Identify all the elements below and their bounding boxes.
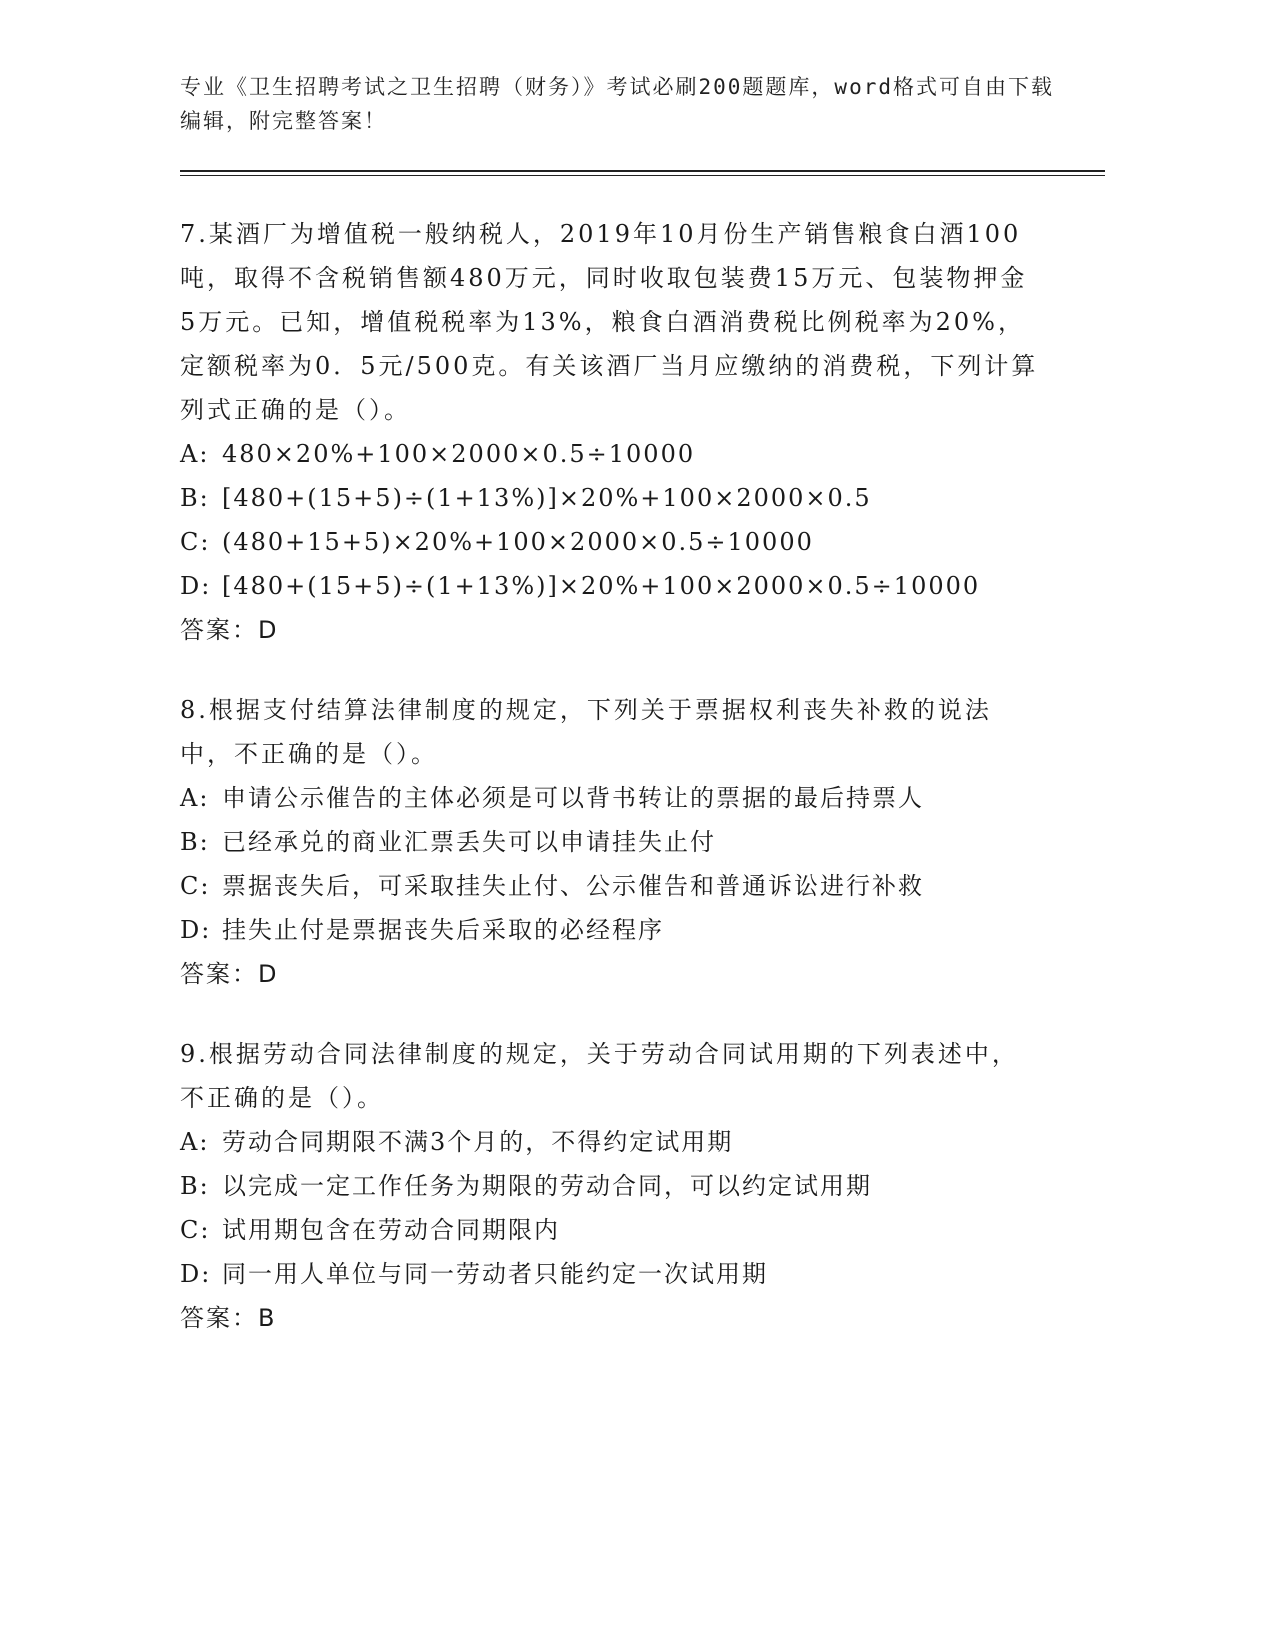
option-text: [480+(15+5)÷(1+13%)]×20%+100×2000×0.5÷10000 bbox=[222, 572, 981, 600]
option-text: 以完成一定工作任务为期限的劳动合同，可以约定试用期 bbox=[222, 1172, 872, 1200]
option-text: 劳动合同期限不满3个月的，不得约定试用期 bbox=[222, 1128, 734, 1156]
question-stem: 7.某酒厂为增值税一般纳税人，2019年10月份生产销售粮食白酒100吨，取得不含税销售额480万元，同时收取包装费15万元、包装物押金5万元。已知，增值税税率为13%，粮食白酒消费税比例税率为20%，定额税率为0．5元/500克。有关该酒厂当月应缴纳的消费税，下列计算列式正确的是（）。 bbox=[180, 220, 1039, 424]
option-text: [480+(15+5)÷(1+13%)]×20%+100×2000×0.5 bbox=[222, 484, 872, 512]
header-divider bbox=[180, 170, 1105, 176]
question-stem: 8.根据支付结算法律制度的规定，下列关于票据权利丧失补救的说法中，不正确的是（）。 bbox=[180, 696, 992, 768]
option-c bbox=[180, 1208, 1100, 1252]
option-d bbox=[180, 1252, 1100, 1296]
option-key: D: bbox=[180, 916, 212, 944]
option-key: D: bbox=[180, 572, 212, 600]
option-c bbox=[180, 864, 1100, 908]
option-key: B: bbox=[180, 1172, 210, 1200]
option-d bbox=[180, 908, 1100, 952]
option-key: A: bbox=[180, 784, 210, 812]
question-block bbox=[180, 212, 1100, 652]
option-a bbox=[180, 1120, 1100, 1164]
document-page bbox=[180, 70, 1100, 1352]
option-b bbox=[180, 476, 1100, 520]
option-text: 已经承兑的商业汇票丢失可以申请挂失止付 bbox=[222, 828, 716, 856]
document-header: 专业《卫生招聘考试之卫生招聘（财务）》考试必刷200题题库，word格式可自由下载编辑，附完整答案！ bbox=[180, 75, 1054, 133]
option-a bbox=[180, 776, 1100, 820]
question-block bbox=[180, 688, 1100, 996]
option-b bbox=[180, 1164, 1100, 1208]
option-d bbox=[180, 564, 1100, 608]
option-key: D: bbox=[180, 1260, 212, 1288]
option-text: 挂失止付是票据丧失后采取的必经程序 bbox=[222, 916, 664, 944]
option-key: C: bbox=[180, 872, 211, 900]
option-key: B: bbox=[180, 828, 210, 856]
option-key: C: bbox=[180, 528, 211, 556]
answer-line: 答案：D bbox=[180, 960, 279, 988]
option-key: A: bbox=[180, 440, 210, 468]
option-key: B: bbox=[180, 484, 210, 512]
option-text: 同一用人单位与同一劳动者只能约定一次试用期 bbox=[222, 1260, 768, 1288]
option-text: 试用期包含在劳动合同期限内 bbox=[222, 1216, 560, 1244]
option-key: A: bbox=[180, 1128, 210, 1156]
answer-line: 答案：D bbox=[180, 616, 279, 644]
option-c bbox=[180, 520, 1100, 564]
option-b bbox=[180, 820, 1100, 864]
option-key: C: bbox=[180, 1216, 211, 1244]
option-text: (480+15+5)×20%+100×2000×0.5÷10000 bbox=[222, 528, 814, 556]
answer-line: 答案：B bbox=[180, 1304, 277, 1332]
option-a bbox=[180, 432, 1100, 476]
option-text: 票据丧失后，可采取挂失止付、公示催告和普通诉讼进行补救 bbox=[222, 872, 924, 900]
option-text: 申请公示催告的主体必须是可以背书转让的票据的最后持票人 bbox=[222, 784, 924, 812]
question-stem: 9.根据劳动合同法律制度的规定，关于劳动合同试用期的下列表述中，不正确的是（）。 bbox=[180, 1040, 1019, 1112]
question-block bbox=[180, 1032, 1100, 1340]
option-text: 480×20%+100×2000×0.5÷10000 bbox=[222, 440, 696, 468]
